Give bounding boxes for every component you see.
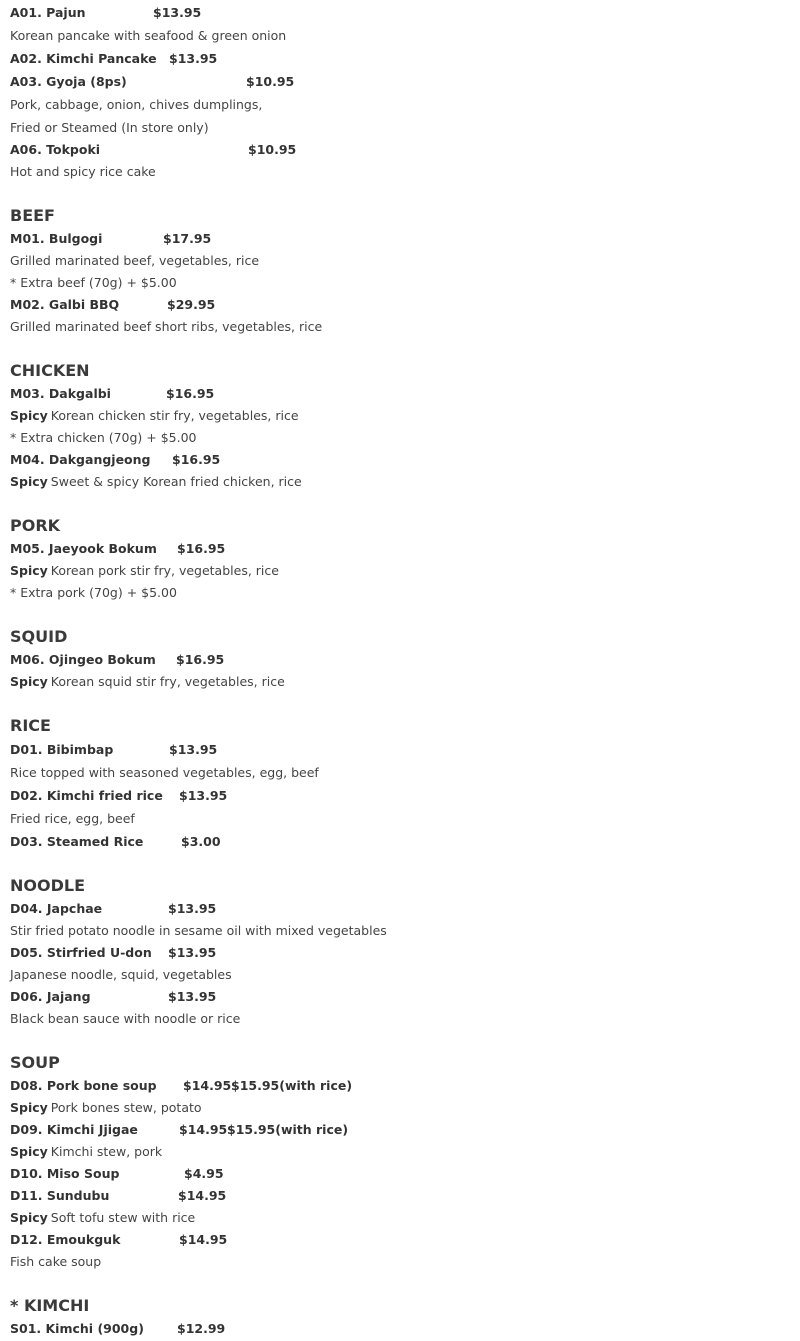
item-description <box>10 1210 195 1226</box>
menu-item-a06 <box>10 142 297 158</box>
item-price: $13.95 <box>179 788 228 803</box>
item-name: D10. Miso Soup <box>10 1166 120 1181</box>
item-description: Japanese noodle, squid, vegetables <box>10 967 232 982</box>
description-text: Kimchi stew, pork <box>50 1144 163 1159</box>
item-name: A06. Tokpoki <box>10 142 101 157</box>
description-text: Soft tofu stew with rice <box>50 1210 196 1225</box>
menu-item-m04 <box>10 452 221 468</box>
menu-item-m06 <box>10 652 225 668</box>
menu-item-d08 <box>10 1078 353 1094</box>
item-description: Fried or Steamed (In store only) <box>10 120 209 135</box>
section-heading-beef: BEEF <box>10 206 55 225</box>
item-name: D04. Japchae <box>10 901 103 916</box>
item-description: Korean pancake with seafood & green onion <box>10 28 287 43</box>
item-price: $29.95 <box>167 297 216 312</box>
menu-item-m01 <box>10 231 212 247</box>
section-heading-rice: RICE <box>10 716 51 735</box>
menu-item-a01 <box>10 5 202 21</box>
section-heading-soup: SOUP <box>10 1053 60 1072</box>
item-name: M01. Bulgogi <box>10 231 103 246</box>
item-price-with-rice: $15.95(with rice) <box>227 1122 349 1137</box>
item-name: M02. Galbi BBQ <box>10 297 120 312</box>
menu-item-d04 <box>10 901 217 917</box>
section-heading-pork: PORK <box>10 516 61 535</box>
extra-note: * Extra pork (70g) + $5.00 <box>10 585 177 600</box>
section-heading-squid: SQUID <box>10 627 68 646</box>
menu-item-d12 <box>10 1232 228 1248</box>
item-name: M03. Dakgalbi <box>10 386 111 401</box>
item-description <box>10 474 302 490</box>
item-name: A01. Pajun <box>10 5 86 20</box>
item-price: $13.95 <box>169 742 218 757</box>
description-text: Korean squid stir fry, vegetables, rice <box>50 674 285 689</box>
spicy-label: Spicy <box>10 474 48 489</box>
description-text: Pork bones stew, potato <box>50 1100 202 1115</box>
section-heading-kimchi: * KIMCHI <box>10 1296 90 1315</box>
menu-item-m02 <box>10 297 216 313</box>
description-text: Sweet & spicy Korean fried chicken, rice <box>50 474 302 489</box>
menu-item-m03 <box>10 386 215 402</box>
item-name: M05. Jaeyook Bokum <box>10 541 157 556</box>
menu-item-d09 <box>10 1122 349 1138</box>
item-name: D12. Emoukguk <box>10 1232 121 1247</box>
item-price: $16.95 <box>166 386 215 401</box>
menu-item-d06 <box>10 989 217 1005</box>
menu-item-a02 <box>10 51 218 67</box>
item-price: $13.95 <box>168 945 217 960</box>
item-price: $14.95 <box>183 1078 232 1093</box>
item-name: D02. Kimchi fried rice <box>10 788 163 803</box>
item-price: $13.95 <box>169 51 218 66</box>
item-price: $12.99 <box>177 1321 226 1336</box>
item-description <box>10 1100 202 1116</box>
menu-item-d11 <box>10 1188 227 1204</box>
item-price: $13.95 <box>168 989 217 1004</box>
menu-item-d02 <box>10 788 228 804</box>
item-description <box>10 563 279 579</box>
item-name: D06. Jajang <box>10 989 91 1004</box>
item-name: S01. Kimchi (900g) <box>10 1321 144 1336</box>
item-description: Rice topped with seasoned vegetables, egg, beef <box>10 765 319 780</box>
item-price: $14.95 <box>179 1122 228 1137</box>
item-name: D03. Steamed Rice <box>10 834 144 849</box>
item-description: Fried rice, egg, beef <box>10 811 135 826</box>
item-price: $16.95 <box>177 541 226 556</box>
item-name: D09. Kimchi Jjigae <box>10 1122 138 1137</box>
item-name: M06. Ojingeo Bokum <box>10 652 156 667</box>
section-heading-chicken: CHICKEN <box>10 361 90 380</box>
spicy-label: Spicy <box>10 563 48 578</box>
item-description: Pork, cabbage, onion, chives dumplings, <box>10 97 263 112</box>
item-price: $10.95 <box>248 142 297 157</box>
extra-note: * Extra beef (70g) + $5.00 <box>10 275 177 290</box>
description-text: Korean pork stir fry, vegetables, rice <box>50 563 279 578</box>
item-price: $3.00 <box>181 834 221 849</box>
item-price: $14.95 <box>178 1188 227 1203</box>
item-description: Grilled marinated beef, vegetables, rice <box>10 253 260 268</box>
description-text: Korean chicken stir fry, vegetables, rice <box>50 408 299 423</box>
item-price: $10.95 <box>246 74 295 89</box>
item-description: Grilled marinated beef short ribs, vegetables, rice <box>10 319 323 334</box>
menu-item-d03 <box>10 834 221 850</box>
menu-item-a03 <box>10 74 295 90</box>
item-price: $16.95 <box>176 652 225 667</box>
item-name: A02. Kimchi Pancake <box>10 51 157 66</box>
item-price: $14.95 <box>179 1232 228 1247</box>
spicy-label: Spicy <box>10 1144 48 1159</box>
menu-item-d05 <box>10 945 217 961</box>
item-description: Fish cake soup <box>10 1254 102 1269</box>
section-heading-noodle: NOODLE <box>10 876 85 895</box>
item-price: $13.95 <box>153 5 202 20</box>
spicy-label: Spicy <box>10 408 48 423</box>
item-description: Black bean sauce with noodle or rice <box>10 1011 241 1026</box>
item-name: D01. Bibimbap <box>10 742 114 757</box>
item-price: $13.95 <box>168 901 217 916</box>
spicy-label: Spicy <box>10 1100 48 1115</box>
item-price: $17.95 <box>163 231 212 246</box>
menu-item-d01 <box>10 742 218 758</box>
item-price-with-rice: $15.95(with rice) <box>231 1078 353 1093</box>
item-name: D08. Pork bone soup <box>10 1078 157 1093</box>
spicy-label: Spicy <box>10 674 48 689</box>
menu-item-d10 <box>10 1166 224 1182</box>
item-price: $16.95 <box>172 452 221 467</box>
item-description <box>10 1144 162 1160</box>
menu-item-s01 <box>10 1321 226 1337</box>
menu-item-m05 <box>10 541 226 557</box>
spicy-label: Spicy <box>10 1210 48 1225</box>
extra-note: * Extra chicken (70g) + $5.00 <box>10 430 197 445</box>
item-price: $4.95 <box>184 1166 224 1181</box>
item-description: Hot and spicy rice cake <box>10 164 156 179</box>
item-name: A03. Gyoja (8ps) <box>10 74 127 89</box>
item-description <box>10 674 285 690</box>
item-description: Stir fried potato noodle in sesame oil with mixed vegetables <box>10 923 387 938</box>
item-name: M04. Dakgangjeong <box>10 452 151 467</box>
item-name: D05. Stirfried U-don <box>10 945 152 960</box>
item-description <box>10 408 299 424</box>
item-name: D11. Sundubu <box>10 1188 110 1203</box>
